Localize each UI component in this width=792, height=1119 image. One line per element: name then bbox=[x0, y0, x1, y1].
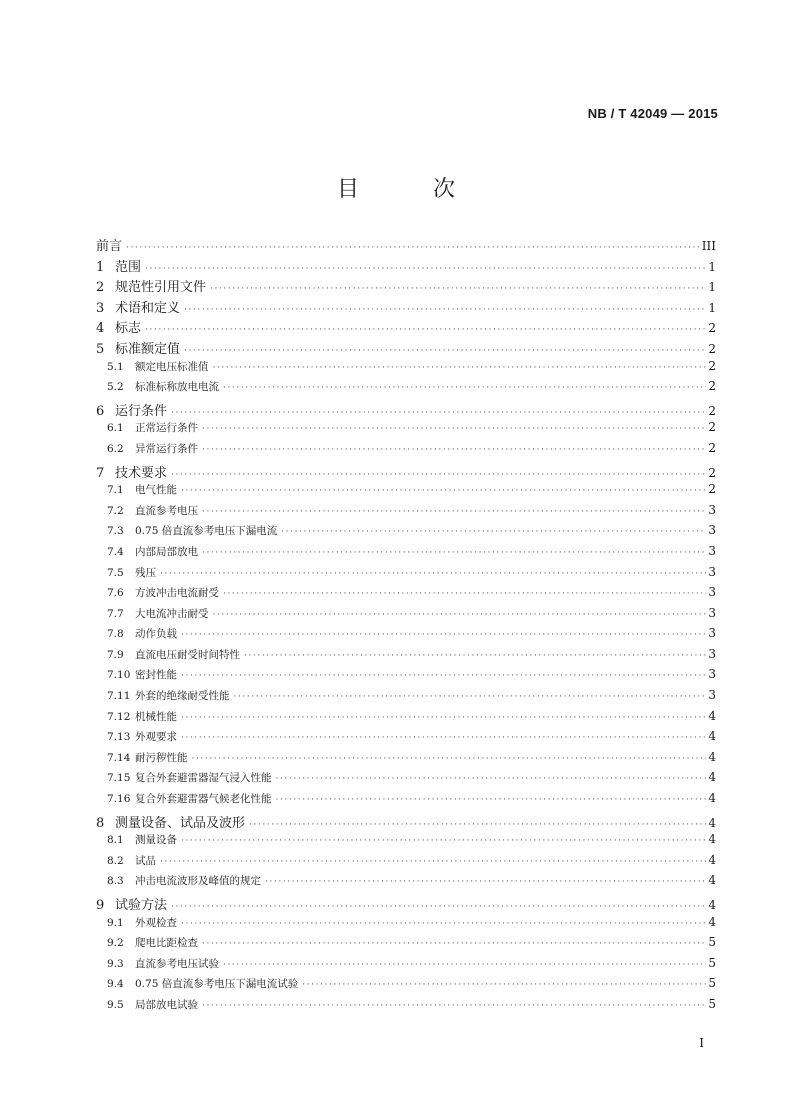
dot-leader bbox=[265, 877, 706, 887]
toc-entry-page: 5 bbox=[708, 976, 716, 991]
toc-entry-number: 7.6 bbox=[107, 587, 124, 600]
toc-entry[interactable] bbox=[96, 462, 716, 483]
toc-entry-page: 1 bbox=[708, 259, 716, 274]
dot-leader bbox=[184, 346, 706, 356]
toc-entry-page: 3 bbox=[708, 585, 716, 600]
toc-entry-number: 7.2 bbox=[107, 504, 124, 517]
toc-entry[interactable] bbox=[96, 853, 716, 874]
dot-leader bbox=[202, 507, 706, 517]
toc-entry-number: 9.4 bbox=[107, 978, 124, 991]
toc-entry-label: 直流参考电压试验 bbox=[135, 957, 219, 970]
page-number: I bbox=[699, 1036, 704, 1050]
toc-entry-label: 术语和定义 bbox=[115, 300, 181, 316]
toc-entry[interactable] bbox=[96, 544, 716, 565]
toc-entry-label: 内部局部放电 bbox=[135, 545, 198, 558]
toc-entry-label: 机械性能 bbox=[135, 710, 177, 723]
toc-entry-page: 3 bbox=[708, 523, 716, 538]
toc-entry-number: 4 bbox=[96, 321, 105, 337]
toc-entry[interactable] bbox=[96, 997, 716, 1018]
toc-entry[interactable] bbox=[96, 420, 716, 441]
dot-leader bbox=[181, 713, 706, 723]
toc-entry-number: 7.9 bbox=[107, 648, 124, 661]
toc-entry-label: 局部放电试验 bbox=[135, 998, 198, 1011]
toc-entry-page: 3 bbox=[708, 688, 716, 703]
page-title: 目 次 bbox=[336, 177, 481, 202]
table-of-contents bbox=[96, 235, 716, 1018]
toc-entry-number: 7.10 bbox=[107, 669, 131, 682]
toc-entry-page: 4 bbox=[708, 832, 716, 847]
toc-entry-page: 3 bbox=[708, 564, 716, 579]
toc-entry-page: 4 bbox=[708, 852, 716, 867]
toc-entry-label: 外观要求 bbox=[135, 731, 177, 744]
toc-entry-page: 2 bbox=[708, 440, 716, 455]
toc-entry-number: 7.1 bbox=[107, 484, 124, 497]
toc-entry-number: 5.2 bbox=[107, 381, 124, 394]
toc-entry-label: 耐污秽性能 bbox=[135, 751, 188, 764]
toc-entry-number: 3 bbox=[96, 300, 105, 316]
toc-entry-label: 电气性能 bbox=[135, 484, 177, 497]
toc-entry-label: 范围 bbox=[115, 259, 142, 275]
toc-entry-number: 7.5 bbox=[107, 566, 124, 579]
toc-entry-label: 爬电比距检查 bbox=[135, 937, 198, 950]
toc-entry-page: 2 bbox=[708, 403, 716, 418]
toc-entry[interactable] bbox=[96, 503, 716, 524]
toc-entry-page: 3 bbox=[708, 605, 716, 620]
toc-entry-page: 5 bbox=[708, 996, 716, 1011]
toc-entry-number: 1 bbox=[96, 259, 105, 275]
toc-entry-page: 4 bbox=[708, 749, 716, 764]
toc-entry-page: 2 bbox=[708, 379, 716, 394]
toc-entry-page: 2 bbox=[708, 341, 716, 356]
toc-entry-number: 7.8 bbox=[107, 628, 124, 641]
toc-entry[interactable] bbox=[96, 441, 716, 462]
toc-entry-number: 8 bbox=[96, 815, 105, 831]
toc-entry[interactable] bbox=[96, 791, 716, 812]
toc-entry-number: 7.11 bbox=[107, 690, 131, 703]
toc-entry-label: 标准标称放电电流 bbox=[135, 381, 219, 394]
dot-leader bbox=[202, 548, 706, 558]
dot-leader bbox=[281, 527, 706, 537]
toc-entry[interactable] bbox=[96, 915, 716, 936]
toc-entry-page: 4 bbox=[708, 791, 716, 806]
toc-entry-page: 2 bbox=[708, 465, 716, 480]
toc-entry-label: 额定电压标准值 bbox=[135, 360, 209, 373]
toc-entry-label: 密封性能 bbox=[135, 669, 177, 682]
dot-leader bbox=[160, 857, 706, 867]
toc-entry-number: 7.3 bbox=[107, 525, 124, 538]
toc-entry-number: 8.3 bbox=[107, 875, 124, 888]
toc-entry-label: 测量设备 bbox=[135, 834, 177, 847]
toc-entry[interactable] bbox=[96, 276, 716, 297]
toc-entry-label: 大电流冲击耐受 bbox=[135, 607, 209, 620]
dot-leader bbox=[181, 919, 706, 929]
toc-entry-page: 2 bbox=[708, 321, 716, 336]
toc-entry[interactable] bbox=[96, 256, 716, 277]
toc-entry[interactable] bbox=[96, 317, 716, 338]
dot-leader bbox=[202, 445, 706, 455]
dot-leader bbox=[192, 754, 707, 764]
toc-entry-label: 复合外套避雷器湿气浸入性能 bbox=[135, 772, 272, 785]
dot-leader bbox=[184, 305, 706, 315]
toc-entry-number: 8.1 bbox=[107, 834, 124, 847]
toc-entry-label: 冲击电流波形及峰值的规定 bbox=[135, 875, 261, 888]
dot-leader bbox=[145, 325, 706, 335]
toc-entry-number: 9.2 bbox=[107, 937, 124, 950]
dot-leader bbox=[202, 1001, 706, 1011]
toc-entry-label: 直流参考电压 bbox=[135, 504, 198, 517]
toc-entry-page: 1 bbox=[708, 300, 716, 315]
toc-entry[interactable] bbox=[96, 647, 716, 668]
toc-entry-label: 技术要求 bbox=[115, 465, 168, 481]
toc-entry-label: 标志 bbox=[115, 321, 142, 337]
toc-entry[interactable] bbox=[96, 626, 716, 647]
toc-entry-label: 运行条件 bbox=[115, 403, 168, 419]
toc-entry[interactable] bbox=[96, 894, 716, 915]
toc-entry-number: 6.2 bbox=[107, 442, 124, 455]
toc-entry-page: 4 bbox=[708, 708, 716, 723]
toc-entry-label: 前言 bbox=[96, 239, 123, 254]
toc-entry-label: 复合外套避雷器气候老化性能 bbox=[135, 793, 272, 806]
toc-entry-label: 残压 bbox=[135, 566, 156, 579]
toc-entry[interactable] bbox=[96, 688, 716, 709]
toc-entry[interactable] bbox=[96, 359, 716, 380]
toc-entry-page: 4 bbox=[708, 815, 716, 830]
toc-entry-label: 外套的绝缘耐受性能 bbox=[135, 690, 230, 703]
toc-entry-number: 9.3 bbox=[107, 957, 124, 970]
toc-entry[interactable] bbox=[96, 935, 716, 956]
toc-entry-page: 3 bbox=[708, 646, 716, 661]
toc-entry-label: 测量设备、试品及波形 bbox=[115, 815, 246, 831]
dot-leader bbox=[145, 264, 706, 274]
toc-entry-label: 外观检查 bbox=[135, 916, 177, 929]
dot-leader bbox=[249, 820, 706, 830]
toc-entry-number: 7.12 bbox=[107, 710, 131, 723]
dot-leader bbox=[181, 486, 706, 496]
toc-entry[interactable] bbox=[96, 750, 716, 771]
toc-entry[interactable] bbox=[96, 565, 716, 586]
toc-entry-label: 动作负载 bbox=[135, 628, 177, 641]
toc-entry-page: 2 bbox=[708, 420, 716, 435]
dot-leader bbox=[181, 836, 706, 846]
toc-entry[interactable] bbox=[96, 832, 716, 853]
toc-entry-label: 试品 bbox=[135, 854, 156, 867]
toc-entry-page: 5 bbox=[708, 955, 716, 970]
dot-leader bbox=[223, 589, 706, 599]
toc-entry[interactable] bbox=[96, 379, 716, 400]
dot-leader bbox=[160, 569, 706, 579]
toc-entry[interactable] bbox=[96, 667, 716, 688]
toc-entry-label: 0.75 倍直流参考电压下漏电流 bbox=[135, 525, 278, 538]
toc-entry-number: 5.1 bbox=[107, 360, 124, 373]
toc-entry[interactable] bbox=[96, 770, 716, 791]
dot-leader bbox=[181, 671, 706, 681]
dot-leader bbox=[210, 284, 706, 294]
dot-leader bbox=[202, 424, 706, 434]
toc-entry-number: 2 bbox=[96, 280, 105, 296]
toc-entry[interactable] bbox=[96, 812, 716, 833]
dot-leader bbox=[171, 902, 706, 912]
dot-leader bbox=[181, 733, 706, 743]
toc-entry-label: 规范性引用文件 bbox=[115, 280, 207, 296]
toc-entry-number: 7.4 bbox=[107, 545, 124, 558]
toc-entry-page: 4 bbox=[708, 770, 716, 785]
dot-leader bbox=[302, 980, 706, 990]
toc-entry-number: 9.5 bbox=[107, 998, 124, 1011]
toc-entry-label: 异常运行条件 bbox=[135, 442, 198, 455]
toc-entry-page: 1 bbox=[708, 280, 716, 295]
toc-entry-number: 6.1 bbox=[107, 422, 124, 435]
toc-entry[interactable] bbox=[96, 297, 716, 318]
toc-entry-label: 试验方法 bbox=[115, 898, 168, 913]
toc-entry[interactable] bbox=[96, 585, 716, 606]
dot-leader bbox=[276, 795, 707, 805]
toc-entry-number: 9.1 bbox=[107, 916, 124, 929]
toc-entry[interactable] bbox=[96, 873, 716, 894]
toc-entry-page: 3 bbox=[708, 543, 716, 558]
toc-entry-page: 3 bbox=[708, 502, 716, 517]
toc-entry[interactable] bbox=[96, 956, 716, 977]
toc-entry-number: 9 bbox=[96, 898, 105, 913]
toc-entry-number: 7.13 bbox=[107, 731, 131, 744]
toc-entry-number: 7 bbox=[96, 465, 105, 481]
toc-entry[interactable] bbox=[96, 482, 716, 503]
toc-entry[interactable] bbox=[96, 709, 716, 730]
toc-entry[interactable] bbox=[96, 235, 716, 256]
toc-entry-page: 3 bbox=[708, 667, 716, 682]
toc-entry[interactable] bbox=[96, 976, 716, 997]
dot-leader bbox=[181, 630, 706, 640]
dot-leader bbox=[276, 774, 707, 784]
dot-leader bbox=[213, 610, 707, 620]
toc-entry[interactable] bbox=[96, 338, 716, 359]
toc-entry-number: 7.15 bbox=[107, 772, 131, 785]
toc-entry-page: 4 bbox=[708, 873, 716, 888]
toc-entry[interactable] bbox=[96, 729, 716, 750]
toc-entry-page: 4 bbox=[708, 898, 716, 912]
toc-entry-label: 直流电压耐受时间特性 bbox=[135, 648, 240, 661]
toc-entry-number: 8.2 bbox=[107, 854, 124, 867]
toc-entry-number: 7.7 bbox=[107, 607, 124, 620]
dot-leader bbox=[223, 960, 706, 970]
toc-entry[interactable] bbox=[96, 523, 716, 544]
dot-leader bbox=[213, 363, 707, 373]
toc-entry-page: 4 bbox=[708, 914, 716, 929]
toc-entry-page: 3 bbox=[708, 626, 716, 641]
toc-entry-label: 正常运行条件 bbox=[135, 422, 198, 435]
toc-entry-page: 2 bbox=[708, 358, 716, 373]
toc-entry-label: 标准额定值 bbox=[115, 341, 181, 357]
toc-entry-page: 4 bbox=[708, 729, 716, 744]
toc-entry-number: 7.14 bbox=[107, 751, 131, 764]
dot-leader bbox=[234, 692, 707, 702]
dot-leader bbox=[223, 383, 706, 393]
toc-entry[interactable] bbox=[96, 400, 716, 421]
toc-entry-label: 0.75 倍直流参考电压下漏电流试验 bbox=[135, 978, 299, 991]
dot-leader bbox=[202, 939, 706, 949]
toc-entry-number: 6 bbox=[96, 403, 105, 419]
standard-code: NB / T 42049 — 2015 bbox=[587, 106, 718, 121]
toc-entry-label: 方波冲击电流耐受 bbox=[135, 587, 219, 600]
toc-entry-number: 7.16 bbox=[107, 793, 131, 806]
dot-leader bbox=[171, 408, 706, 418]
dot-leader bbox=[126, 243, 700, 253]
toc-entry-page: III bbox=[701, 239, 716, 253]
toc-entry-number: 5 bbox=[96, 341, 105, 357]
toc-entry-page: 2 bbox=[708, 482, 716, 497]
toc-entry[interactable] bbox=[96, 606, 716, 627]
dot-leader bbox=[171, 470, 706, 480]
toc-entry-page: 5 bbox=[708, 935, 716, 950]
dot-leader bbox=[244, 651, 706, 661]
